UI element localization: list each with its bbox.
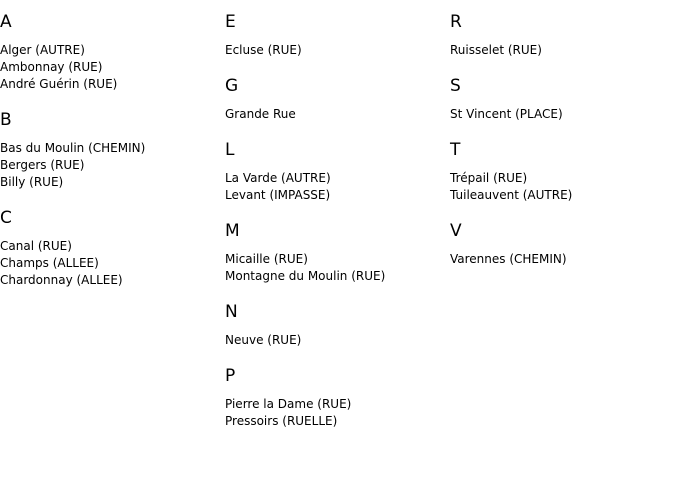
letter-group-v — [450, 221, 670, 268]
letter-heading: B — [0, 110, 12, 130]
letter-group-p — [225, 366, 445, 430]
street-link[interactable]: Ecluse (RUE) — [225, 43, 302, 57]
street-list — [0, 140, 220, 191]
letter-group-g — [225, 76, 445, 123]
street-link[interactable]: André Guérin (RUE) — [0, 77, 118, 91]
street-link[interactable]: St Vincent (PLACE) — [450, 107, 563, 121]
letter-heading: L — [225, 140, 235, 160]
street-link[interactable]: Canal (RUE) — [0, 239, 72, 253]
letter-group-a — [0, 12, 220, 93]
street-link[interactable]: Chardonnay (ALLEE) — [0, 273, 123, 287]
letter-heading: C — [0, 208, 12, 228]
street-link[interactable]: Varennes (CHEMIN) — [450, 252, 567, 266]
letter-heading: M — [225, 221, 240, 241]
street-link[interactable]: La Varde (AUTRE) — [225, 171, 331, 185]
letter-group-r — [450, 12, 670, 59]
street-list — [450, 42, 670, 59]
street-link[interactable]: Ruisselet (RUE) — [450, 43, 542, 57]
letter-heading: G — [225, 76, 239, 96]
street-list — [225, 170, 445, 204]
street-link[interactable]: Grande Rue — [225, 107, 296, 121]
street-link[interactable]: Ambonnay (RUE) — [0, 60, 103, 74]
street-link[interactable]: Montagne du Moulin (RUE) — [225, 269, 386, 283]
street-link[interactable]: Champs (ALLEE) — [0, 256, 99, 270]
street-list — [450, 251, 670, 268]
letter-heading: P — [225, 366, 236, 386]
street-list — [225, 42, 445, 59]
letter-group-l — [225, 140, 445, 204]
street-link[interactable]: Trépail (RUE) — [450, 171, 528, 185]
letter-group-b — [0, 110, 220, 191]
letter-heading: N — [225, 302, 238, 322]
street-list — [450, 170, 670, 204]
street-index-column-2 — [225, 0, 445, 447]
letter-group-n — [225, 302, 445, 349]
street-list — [450, 106, 670, 123]
street-list — [0, 238, 220, 289]
street-link[interactable]: Alger (AUTRE) — [0, 43, 85, 57]
street-link[interactable]: Neuve (RUE) — [225, 333, 302, 347]
street-link[interactable]: Levant (IMPASSE) — [225, 188, 331, 202]
letter-heading: V — [450, 221, 462, 241]
letter-heading: S — [450, 76, 461, 96]
letter-group-c — [0, 208, 220, 289]
street-list — [225, 106, 445, 123]
street-index-column-1 — [0, 0, 220, 306]
street-link[interactable]: Tuileauvent (AUTRE) — [450, 188, 573, 202]
letter-group-e — [225, 12, 445, 59]
street-list — [225, 396, 445, 430]
letter-heading: T — [450, 140, 461, 160]
street-link[interactable]: Pierre la Dame (RUE) — [225, 397, 352, 411]
letter-heading: E — [225, 12, 236, 32]
letter-group-t — [450, 140, 670, 204]
street-list — [0, 42, 220, 93]
street-index-column-3 — [450, 0, 670, 285]
letter-heading: R — [450, 12, 462, 32]
street-list — [225, 332, 445, 349]
letter-group-s — [450, 76, 670, 123]
street-link[interactable]: Bergers (RUE) — [0, 158, 85, 172]
street-link[interactable]: Pressoirs (RUELLE) — [225, 414, 338, 428]
street-link[interactable]: Billy (RUE) — [0, 175, 64, 189]
street-link[interactable]: Bas du Moulin (CHEMIN) — [0, 141, 146, 155]
street-list — [225, 251, 445, 285]
letter-heading: A — [0, 12, 12, 32]
letter-group-m — [225, 221, 445, 285]
street-link[interactable]: Micaille (RUE) — [225, 252, 308, 266]
